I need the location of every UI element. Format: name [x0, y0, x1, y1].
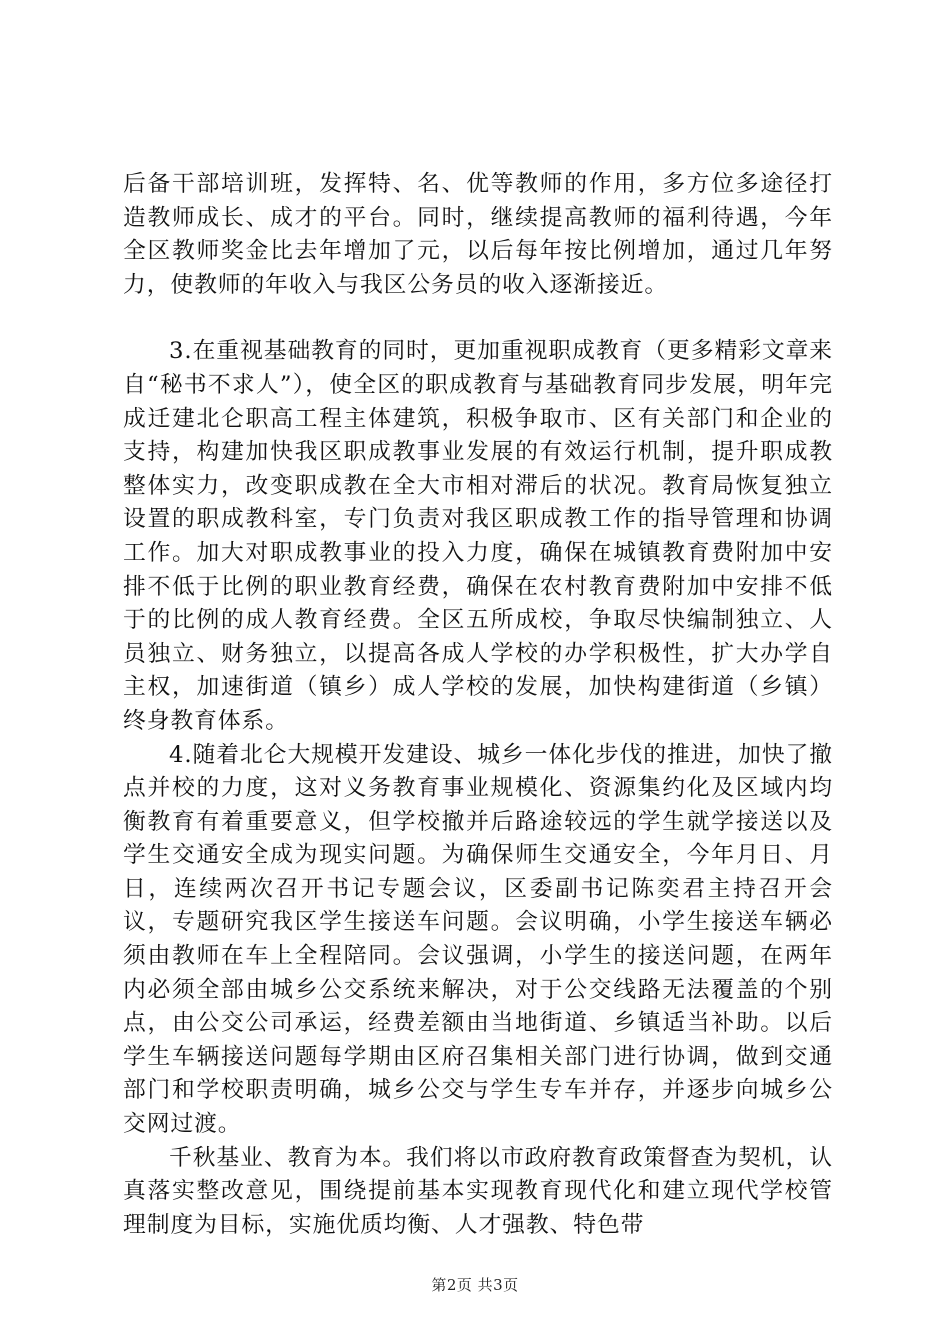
paragraph-teacher-welfare: 后备干部培训班，发挥特、名、优等教师的作用，多方位多途径打造教师成长、成才的平台。同时，继续提高教师的福利待遇，今年全区教师奖金比去年增加了元，以后每年按比例增加，通过几年努力，使教师的年收入与我区公务员的收入逐渐接近。 — [123, 171, 833, 298]
paragraph-vocational-education: 3.在重视基础教育的同时，更加重视职成教育（更多精彩文章来自“秘书不求人”），使全区的职成教育与基础教育同步发展，明年完成迁建北仑职高工程主体建筑，积极争取市、区有关部门和企业的支持，构建加快我区职成教事业发展的有效运行机制，提升职成教整体实力，改变职成教在全大市相对滞后的状况。教育局恢复独立设置的职成教科室，专门负责对我区职成教工作的指导管理和协调工作。加大对职成教事业的投入力度，确保在城镇教育费附加中安排不低于比例的职业教育经费，确保在农村教育费附加中安排不低于的比例的成人教育经费。全区五所成校，争取尽快编制独立、人员独立、财务独立，以提高各成人学校的办学积极性，扩大办学自主权，加速街道（镇乡）成人学校的发展，加快构建街道（乡镇）终身教育体系。 — [123, 338, 833, 734]
paragraph-student-transport: 4.随着北仑大规模开发建设、城乡一体化步伐的推进，加快了撤点并校的力度，这对义务教育事业规模化、资源集约化及区域内均衡教育有着重要意义，但学校撤并后路途较远的学生就学接送以及学生交通安全成为现实问题。为确保师生交通安全，今年月日、月日，连续两次召开书记专题会议，区委副书记陈奕君主持召开会议，专题研究我区学生接送车问题。会议明确，小学生接送车辆必须由教师在车上全程陪同。会议强调，小学生的接送问题，在两年内必须全部由城乡公交系统来解决，对于公交线路无法覆盖的个别点，由公交公司承运，经费差额由当地街道、乡镇适当补助。以后学生车辆接送问题每学期由区府召集相关部门进行协调，做到交通部门和学校职责明确，城乡公交与学生专车并存，并逐步向城乡公交网过渡。 — [123, 741, 833, 1138]
document-body — [123, 168, 833, 1242]
paragraph-conclusion: 千秋基业、教育为本。我们将以市政府教育政策督查为契机，认真落实整改意见，围绕提前基本实现教育现代化和建立现代学校管理制度为目标，实施优质均衡、人才强教、特色带 — [123, 1144, 833, 1238]
paragraph-spacer — [123, 302, 833, 335]
page-number-footer: 第2页 共3页 — [431, 1276, 519, 1294]
